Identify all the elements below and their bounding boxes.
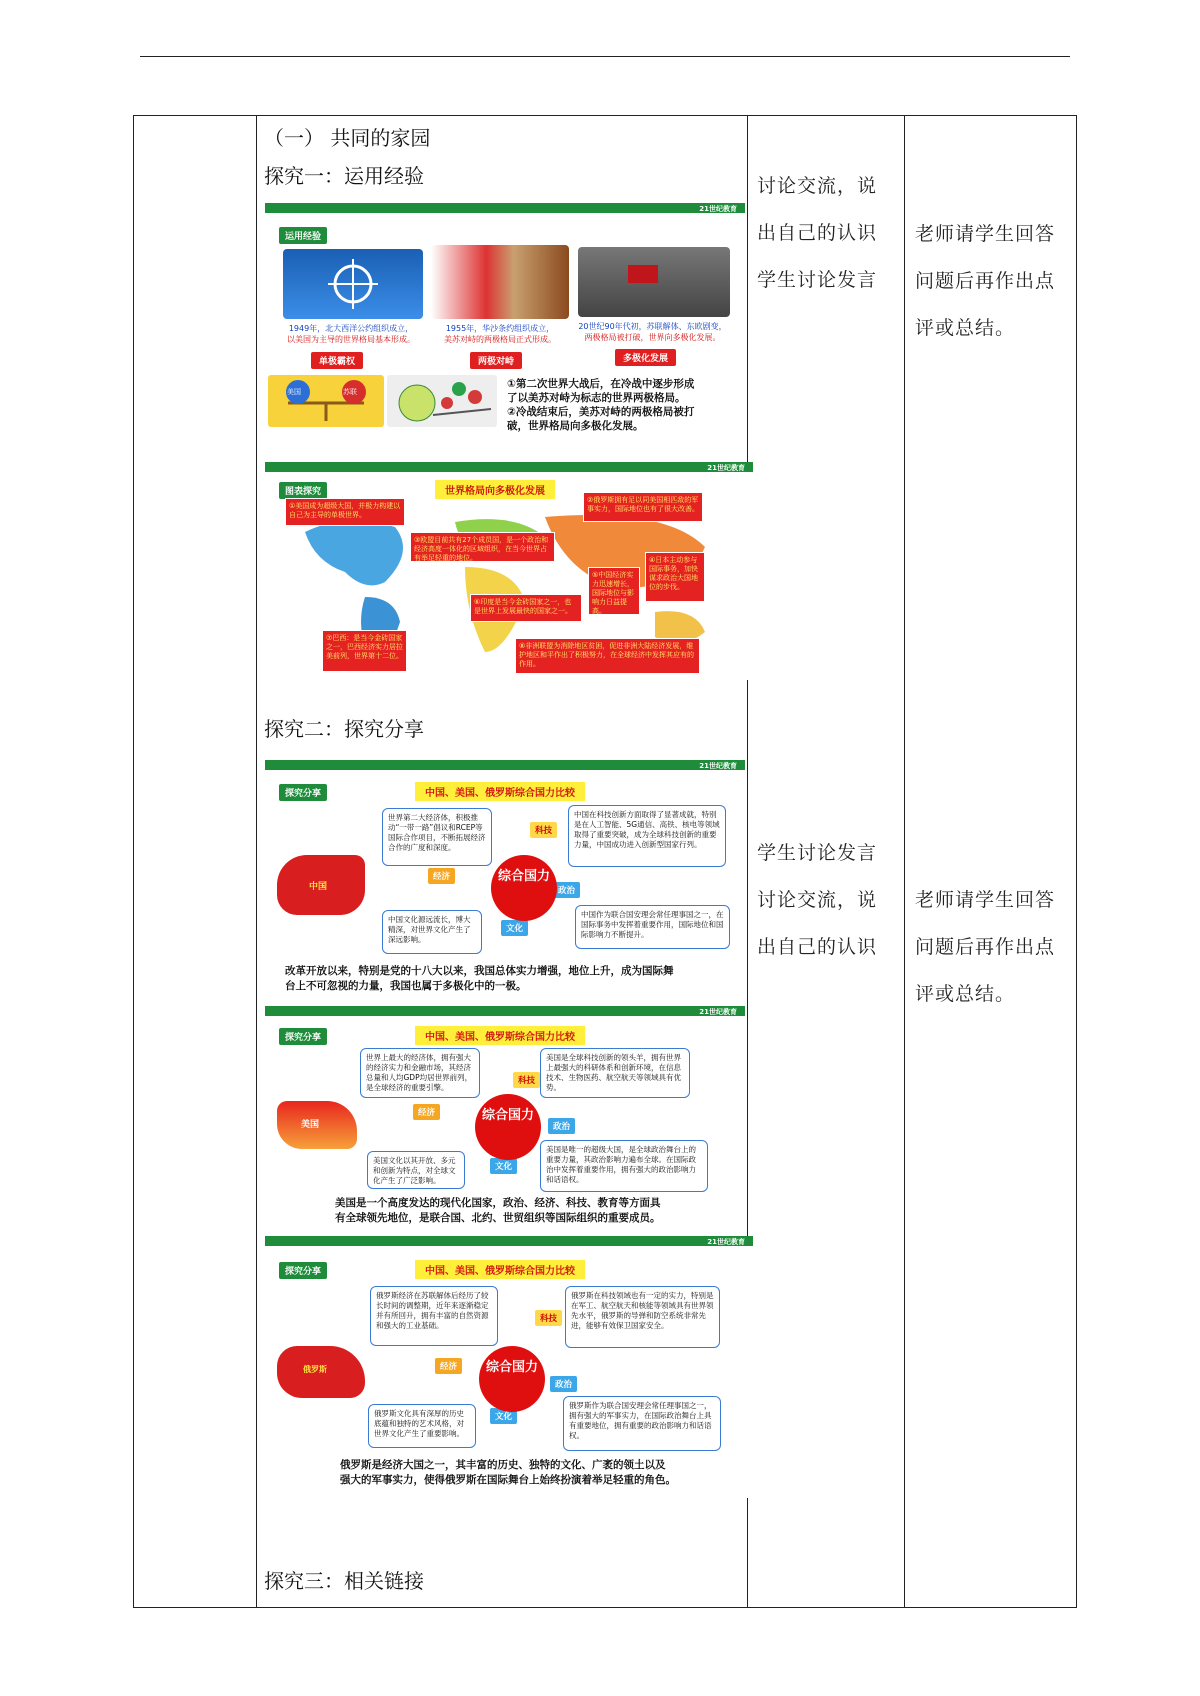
- compare-title: 中国、美国、俄罗斯综合国力比较: [415, 1026, 585, 1045]
- caption-1: [271, 323, 431, 345]
- caption-2: [425, 323, 575, 345]
- caption-line: 以美国为主导的世界格局基本形成。: [287, 335, 415, 344]
- teacher-notes-2: [915, 877, 1055, 1018]
- note-line: 评或总结。: [915, 317, 1016, 339]
- slide-map: [265, 462, 753, 680]
- summary-line: 有全球领先地位，是联合国、北约、世贸组织等国际组织的重要成员。: [335, 1212, 661, 1224]
- note-line: 讨论交流，说: [757, 175, 878, 197]
- slide-tag: 探究分享: [279, 1028, 327, 1045]
- soviet-flag-photo-icon: [578, 247, 730, 317]
- exploration-3-label: 探究三：相关链接: [264, 1569, 424, 1593]
- culture-chip: 文化: [490, 1408, 517, 1424]
- multipolar-globe-icon: [387, 375, 497, 427]
- tech-chip: 科技: [535, 1310, 562, 1326]
- scale-right-label: 苏联: [343, 388, 357, 396]
- label-unipolar: 单极霸权: [311, 352, 363, 369]
- tech-box: 美国是全球科技创新的领头羊，拥有世界上最强大的科研体系和创新环境，在信息技术、生物医药、航空航天等领域具有优势。: [540, 1048, 690, 1098]
- compare-summary: [285, 964, 674, 994]
- tech-chip: 科技: [513, 1072, 540, 1088]
- header-rule: [140, 56, 1070, 57]
- student-notes-1: [757, 163, 877, 304]
- culture-chip: 文化: [490, 1158, 517, 1174]
- compare-summary: [340, 1458, 676, 1488]
- note-line: 问题后再作出点: [915, 270, 1056, 292]
- map-note-eu: ③欧盟目前共有27个成员国，是一个政治和经济高度一体化的区域组织，在当今世界占有举足轻重的地位。: [410, 532, 555, 562]
- note-line: 出自己的认识: [757, 936, 878, 958]
- column-divider: [904, 116, 905, 1607]
- country-label: 中国: [309, 882, 328, 892]
- note-line: 老师请学生回答: [915, 223, 1056, 245]
- student-notes-2: [757, 830, 877, 971]
- exploration-1-label: 探究一：运用经验: [264, 164, 424, 188]
- note-line: 学生讨论发言: [757, 269, 878, 291]
- caption-line: 1949年，北大西洋公约组织成立，: [288, 324, 414, 333]
- point-line: ②冷战结束后，美苏对峙的两极格局被打: [507, 406, 695, 418]
- slide-header-bar: [265, 1236, 753, 1246]
- politics-chip: 政治: [548, 1118, 575, 1134]
- caption-line: 两极格局被打破，世界向多极化发展。: [584, 333, 721, 342]
- note-line: 评或总结。: [915, 983, 1016, 1005]
- usa-map-icon: [277, 1101, 357, 1149]
- slide-compare-china: [265, 760, 745, 995]
- china-map-icon: [277, 855, 365, 915]
- slide-logo: 21世纪教育: [699, 1008, 737, 1016]
- culture-box: 中国文化源远流长，博大精深，对世界文化产生了深远影响。: [382, 910, 482, 954]
- tech-box: 中国在科技创新方面取得了显著成就，特别是在人工智能、5G通信、高铁、核电等领域取得了重要突破，成为全球科技创新的重要力量，中国成功进入创新型国家行列。: [568, 805, 726, 867]
- scale-left-label: 美国: [287, 388, 301, 396]
- slide-experience: [265, 203, 745, 438]
- economy-box: 世界上最大的经济体，拥有强大的经济实力和金融市场，其经济总量和人均GDP均居世界前列，是全球经济的重要引擎。: [360, 1048, 480, 1098]
- compare-title: 中国、美国、俄罗斯综合国力比较: [415, 782, 585, 801]
- slide-tag: 运用经验: [279, 227, 327, 244]
- label-multipolar: 多极化发展: [615, 349, 676, 366]
- map-note-brazil: ⑦巴西：是当今金砖国家之一，巴西经济实力居拉美前列，世界第十二位。: [322, 630, 407, 672]
- note-line: 问题后再作出点: [915, 936, 1056, 958]
- map-title: 世界格局向多极化发展: [435, 480, 555, 499]
- section-title: （一） 共同的家园: [264, 126, 431, 150]
- note-line: 讨论交流，说: [757, 889, 878, 911]
- slide-header-bar: [265, 462, 753, 472]
- map-note-usa: ①美国成为超级大国，并极力构建以自己为主导的单极世界。: [285, 498, 405, 526]
- russia-map-icon: [277, 1346, 365, 1398]
- slide-compare-russia: [265, 1236, 753, 1498]
- slide-header-bar: [265, 760, 745, 770]
- country-label: 俄罗斯: [303, 1365, 327, 1374]
- politics-chip: 政治: [550, 1376, 577, 1392]
- power-circle: 综合国力: [475, 1094, 541, 1160]
- slide-logo: 21世纪教育: [699, 762, 737, 770]
- caption-line: 1955年，华沙条约组织成立，: [445, 324, 555, 333]
- politics-chip: 政治: [553, 882, 580, 898]
- slide-header-bar: [265, 1006, 745, 1016]
- label-bipolar: 两极对峙: [470, 352, 522, 369]
- point-line: 破，世界格局向多极化发展。: [507, 420, 644, 432]
- slide-logo: 21世纪教育: [707, 464, 745, 472]
- slide-header-bar: [265, 203, 745, 213]
- map-note-india: ⑥印度是当今金砖国家之一，也是世界上发展最快的国家之一。: [470, 594, 582, 622]
- power-circle: 综合国力: [491, 855, 557, 921]
- country-label: 美国: [301, 1120, 320, 1130]
- summary-line: 强大的军事实力，使得俄罗斯在国际舞台上始终扮演着举足轻重的角色。: [340, 1474, 676, 1486]
- experience-points: [507, 377, 694, 433]
- politics-box: 中国作为联合国安理会常任理事国之一，在国际事务中发挥着重要作用，国际地位和国际影响力不断提升。: [575, 905, 730, 949]
- balance-scale-icon: [268, 375, 384, 427]
- culture-box: 美国文化以其开放、多元和创新为特点，对全球文化产生了广泛影响。: [367, 1151, 465, 1189]
- slide-logo: 21世纪教育: [699, 205, 737, 213]
- culture-box: 俄罗斯文化具有深厚的历史底蕴和独特的艺术风格，对世界文化产生了重要影响。: [368, 1404, 476, 1448]
- map-note-china: ⑤中国经济实力迅速增长，国际地位与影响力日益提高。: [588, 567, 640, 615]
- tech-box: 俄罗斯在科技领域也有一定的实力，特别是在军工、航空航天和核能等领域具有世界领先水平，俄罗斯的导弹和防空系统非常先进，能够有效保卫国家安全。: [565, 1286, 720, 1348]
- summary-line: 美国是一个高度发达的现代化国家，政治、经济、科技、教育等方面具: [335, 1197, 661, 1209]
- compare-summary: [335, 1196, 661, 1226]
- note-line: 出自己的认识: [757, 222, 878, 244]
- economy-chip: 经济: [428, 868, 455, 884]
- caption-line: 20世纪90年代初，苏联解体、东欧剧变，: [578, 322, 727, 331]
- note-line: 老师请学生回答: [915, 889, 1056, 911]
- summary-line: 俄罗斯是经济大国之一，其丰富的历史、独特的文化、广袤的领土以及: [340, 1459, 666, 1471]
- map-note-africa: ⑧非洲联盟为消除地区贫困，促进非洲大陆经济发展，维护地区和平作出了积极努力，在全球经济中发挥其应有的作用。: [515, 638, 700, 674]
- politics-box: 俄罗斯作为联合国安理会常任理事国之一，拥有强大的军事实力，在国际政治舞台上具有重要地位，拥有重要的政治影响力和话语权。: [563, 1396, 721, 1451]
- slide-compare-usa: [265, 1006, 745, 1226]
- summary-line: 改革开放以来，特别是党的十八大以来，我国总体实力增强，地位上升，成为国际舞: [285, 965, 674, 977]
- slide-logo: 21世纪教育: [707, 1238, 745, 1246]
- politics-box: 美国是唯一的超级大国，是全球政治舞台上的重要力量，其政治影响力遍布全球。在国际政治中发挥着重要作用，拥有强大的政治影响力和话语权。: [540, 1140, 708, 1192]
- tech-chip: 科技: [530, 822, 557, 838]
- note-line: 学生讨论发言: [757, 842, 878, 864]
- economy-chip: 经济: [435, 1358, 462, 1374]
- caption-3: [565, 321, 740, 343]
- slide-tag: 图表探究: [279, 482, 327, 499]
- slide-tag: 探究分享: [279, 784, 327, 801]
- caption-line: 美苏对峙的两极格局正式形成。: [444, 335, 556, 344]
- column-divider: [256, 116, 257, 1607]
- nato-flag-icon: [283, 249, 423, 319]
- point-line: 了以美苏对峙为标志的世界两极格局。: [507, 392, 686, 404]
- map-note-russia: ②俄罗斯拥有足以同美国相匹敌的军事实力，国际地位也有了很大改善。: [583, 492, 703, 522]
- point-line: ①第二次世界大战后，在冷战中逐步形成: [507, 378, 695, 390]
- cold-war-cartoon-icon: [431, 245, 569, 319]
- power-circle: 综合国力: [479, 1346, 545, 1412]
- exploration-2-label: 探究二：探究分享: [264, 717, 424, 741]
- economy-box: 俄罗斯经济在苏联解体后经历了较长时间的调整期，近年来逐渐稳定并有所回升，拥有丰富的自然资源和强大的工业基础。: [370, 1286, 498, 1346]
- map-note-japan: ④日本主动参与国际事务，加快谋求政治大国地位的步伐。: [645, 552, 705, 602]
- culture-chip: 文化: [501, 920, 528, 936]
- teacher-notes-1: [915, 211, 1055, 352]
- slide-tag: 探究分享: [279, 1262, 327, 1279]
- summary-line: 台上不可忽视的力量，我国也属于多极化中的一极。: [285, 980, 527, 992]
- compare-title: 中国、美国、俄罗斯综合国力比较: [415, 1260, 585, 1279]
- economy-box: 世界第二大经济体，积极推动“一带一路”倡议和RCEP等国际合作项目，不断拓展经济合作的广度和深度。: [382, 808, 492, 866]
- economy-chip: 经济: [413, 1104, 440, 1120]
